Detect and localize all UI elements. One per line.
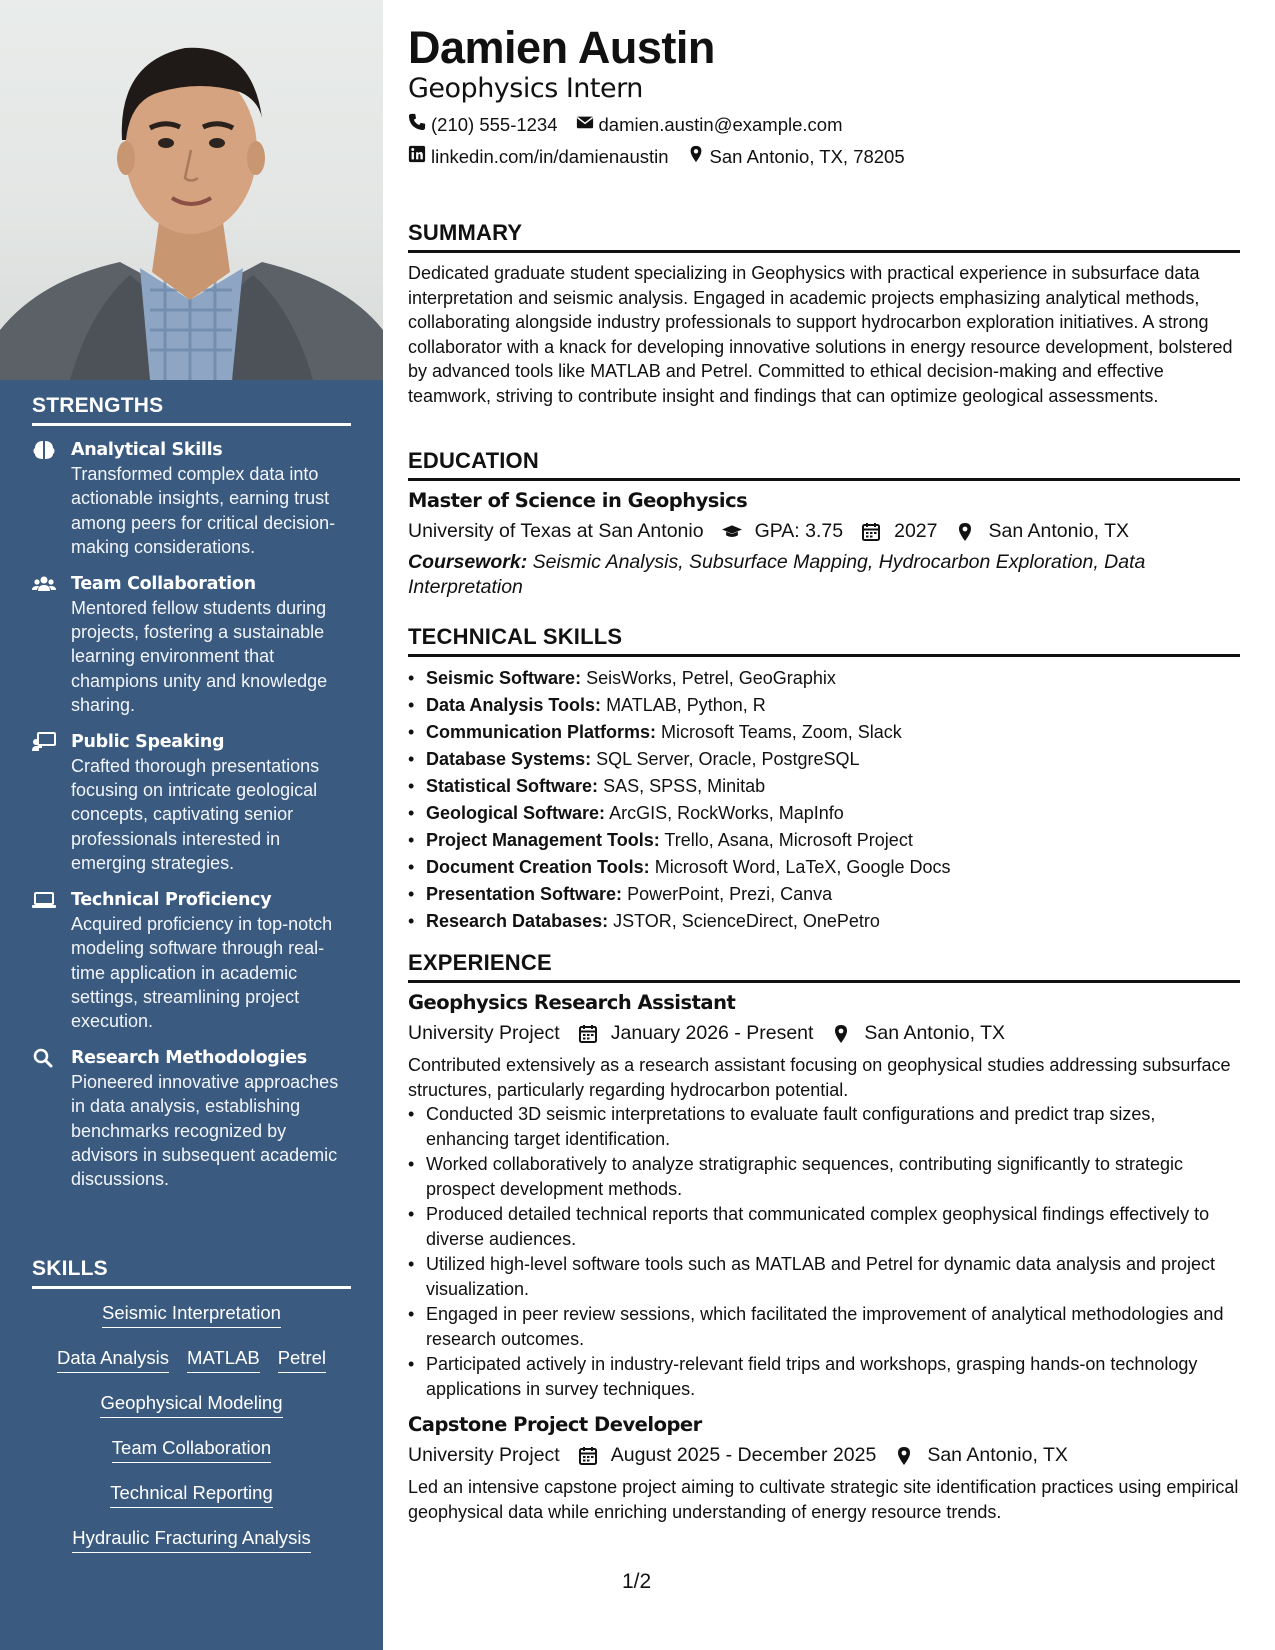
degree-title: Master of Science in Geophysics (408, 489, 748, 512)
map-pin-icon (894, 1446, 914, 1466)
summary-heading: SUMMARY (408, 220, 1240, 253)
list-item (408, 773, 1240, 800)
profile-photo (0, 0, 383, 380)
strength-item (32, 730, 351, 876)
skill-label: Database Systems: (426, 749, 592, 769)
skill-value: MATLAB, Python, R (606, 695, 766, 715)
job-title: Capstone Project Developer (408, 1413, 702, 1436)
strength-description: Mentored fellow students during projects, fostering a sustainable learning environment that champions unity and knowledge sharing. (71, 597, 328, 716)
strength-title: Technical Proficiency (71, 889, 272, 910)
map-pin-icon (955, 522, 975, 542)
job-entry (408, 991, 1240, 1401)
candidate-role: Geophysics Intern (408, 73, 643, 104)
skill-value: SQL Server, Oracle, PostgreSQL (596, 749, 860, 769)
linkedin-icon (408, 145, 426, 168)
job-org: University Project (408, 1444, 560, 1466)
location-text: San Antonio, TX, 78205 (709, 145, 905, 167)
strength-title: Team Collaboration (71, 573, 256, 594)
list-item: • Participated actively in industry-relevant field trips and workshops, grasping hands-on technology applications in survey techniques. (408, 1352, 1240, 1401)
users-icon (32, 574, 56, 594)
portrait-illustration (0, 0, 383, 380)
coursework-list: Seismic Analysis, Subsurface Mapping, Hydrocarbon Exploration, Data Interpretation (408, 551, 1146, 598)
job-location: San Antonio, TX (864, 1022, 1005, 1044)
job-bullets (408, 1102, 1240, 1401)
skill-label: Presentation Software: (426, 884, 623, 904)
sidebar (0, 0, 383, 1650)
strength-item (32, 438, 351, 560)
candidate-name: Damien Austin (408, 22, 715, 73)
job-location: San Antonio, TX (927, 1444, 1068, 1466)
strength-title: Research Methodologies (71, 1047, 307, 1068)
education-location: San Antonio, TX (988, 520, 1130, 542)
education-section (408, 448, 1240, 599)
technical-skills-heading: TECHNICAL SKILLS (408, 624, 1240, 657)
strength-title: Public Speaking (71, 731, 225, 752)
skill-value: PowerPoint, Prezi, Canva (627, 884, 833, 904)
summary-section (408, 220, 1240, 408)
job-meta (408, 1022, 1240, 1045)
graduation-year: 2027 (894, 520, 938, 542)
skill-value: ArcGIS, RockWorks, MapInfo (609, 803, 844, 823)
job-org: University Project (408, 1022, 560, 1044)
skills-heading: SKILLS (32, 1257, 351, 1289)
strength-description: Pioneered innovative approaches in data analysis, establishing benchmarks recognized by advisors in subsequent academic discussions. (71, 1071, 339, 1190)
envelope-icon (576, 113, 594, 136)
skill-tag: Data Analysis (57, 1346, 169, 1373)
gpa-text: GPA: 3.75 (754, 520, 844, 542)
contact-line-2 (408, 145, 917, 168)
strength-item (32, 572, 351, 718)
linkedin-text[interactable]: linkedin.com/in/damienaustin (431, 145, 669, 167)
list-item (408, 665, 1240, 692)
list-item (408, 827, 1240, 854)
email-text[interactable]: damien.austin@example.com (598, 113, 843, 135)
technical-skills-section (408, 624, 1240, 935)
list-item: • Worked collaboratively to analyze stratigraphic sequences, contributing significantly to strategic prospect development methods. (408, 1152, 1240, 1201)
page-number: 1/2 (622, 1570, 652, 1593)
skill-label: Seismic Software: (426, 668, 582, 688)
skills-section (32, 1257, 351, 1571)
strengths-section (32, 394, 351, 1204)
job-entry (408, 1413, 1240, 1524)
skill-value: SAS, SPSS, Minitab (603, 776, 766, 796)
job-description: Contributed extensively as a research assistant focusing on geophysical studies addressing subsurface structures, particularly regarding hydrocarbon potential. (408, 1055, 1231, 1100)
job-title: Geophysics Research Assistant (408, 991, 736, 1014)
list-item (408, 692, 1240, 719)
strength-description: Crafted thorough presentations focusing on intricate geological concepts, captivating senior professionals interested in emerging strategies. (71, 755, 320, 874)
strength-description: Transformed complex data into actionable insights, earning trust among peers for critical decision-making considerations. (71, 464, 336, 558)
skill-label: Statistical Software: (426, 776, 599, 796)
job-dates: August 2025 - December 2025 (610, 1444, 877, 1466)
experience-section (408, 950, 1240, 1524)
skill-label: Project Management Tools: (426, 830, 660, 850)
job-description: Led an intensive capstone project aiming to cultivate strategic site identification practices using empirical geophysical data while enriching understanding of energy resource trends. (408, 1477, 1239, 1522)
list-item (408, 908, 1240, 935)
search-icon (32, 1048, 56, 1068)
strength-description: Acquired proficiency in top-notch modeling software through real-time application in academic settings, streamlining project execution. (71, 913, 333, 1032)
list-item (408, 854, 1240, 881)
skill-value: JSTOR, ScienceDirect, OnePetro (613, 911, 880, 931)
linkedin-item[interactable] (408, 145, 669, 168)
list-item: • Engaged in peer review sessions, which facilitated the improvement of analytical methodologies and research outcomes. (408, 1302, 1240, 1351)
skill-value: Trello, Asana, Microsoft Project (664, 830, 913, 850)
job-meta (408, 1444, 1240, 1467)
skill-label: Geological Software: (426, 803, 606, 823)
technical-skills-list (408, 665, 1240, 935)
skill-label: Research Databases: (426, 911, 609, 931)
strength-item (32, 888, 351, 1034)
skill-value: SeisWorks, Petrel, GeoGraphix (586, 668, 836, 688)
graduation-cap-icon (722, 522, 742, 542)
phone-text: (210) 555-1234 (431, 113, 558, 135)
brain-icon (32, 440, 56, 460)
school-name: University of Texas at San Antonio (408, 520, 704, 542)
map-pin-icon (687, 145, 705, 168)
skill-tag: Geophysical Modeling (100, 1391, 282, 1418)
location-item (687, 145, 905, 168)
phone-item (408, 113, 558, 136)
strength-item (32, 1046, 351, 1192)
coursework-label: Coursework: (408, 551, 528, 573)
phone-icon (408, 113, 426, 136)
contact-line-1 (408, 113, 855, 136)
coursework (408, 550, 1240, 599)
skill-label: Data Analysis Tools: (426, 695, 602, 715)
strength-title: Analytical Skills (71, 440, 223, 460)
education-heading: EDUCATION (408, 448, 1240, 481)
list-item (408, 800, 1240, 827)
experience-heading: EXPERIENCE (408, 950, 1240, 983)
skill-tag: Team Collaboration (112, 1436, 271, 1463)
laptop-icon (32, 890, 56, 910)
list-item (408, 881, 1240, 908)
skill-value: Microsoft Teams, Zoom, Slack (661, 722, 902, 742)
email-item[interactable] (576, 113, 843, 136)
list-item (408, 719, 1240, 746)
skill-tag: Seismic Interpretation (102, 1301, 281, 1328)
skill-value: Microsoft Word, LaTeX, Google Docs (654, 857, 951, 877)
list-item: • Conducted 3D seismic interpretations to evaluate fault configurations and predict trap sizes, enhancing target identification. (408, 1102, 1240, 1151)
education-meta (408, 520, 1240, 543)
map-pin-icon (831, 1024, 851, 1044)
skill-label: Communication Platforms: (426, 722, 657, 742)
skill-tag: Petrel (278, 1346, 326, 1373)
calendar-icon (861, 522, 881, 542)
strengths-heading: STRENGTHS (32, 394, 351, 426)
calendar-icon (578, 1446, 598, 1466)
list-item: • Utilized high-level software tools such as MATLAB and Petrel for dynamic data analysis and project visualization. (408, 1252, 1240, 1301)
skill-tags (32, 1301, 351, 1571)
calendar-icon (578, 1024, 598, 1044)
summary-text: Dedicated graduate student specializing in Geophysics with practical experience in subsurface data interpretation and seismic analysis. Engaged in academic projects emphasizing analytical methods, collaborating alongside industry professionals to support hydrocarbon exploration initiatives. A strong collaborator with a knack for developing innovative solutions in energy resource development, bolstered by advanced tools like MATLAB and Petrel. Committed to ethical decision-making and effective teamwork, striving to contribute insight and findings that can optimize geological assessments. (408, 263, 1233, 406)
skill-tag: Hydraulic Fracturing Analysis (72, 1526, 311, 1553)
list-item (408, 746, 1240, 773)
skill-tag: MATLAB (187, 1346, 260, 1373)
presenter-icon (32, 732, 56, 752)
list-item: • Produced detailed technical reports that communicated complex geophysical findings effectively to diverse audiences. (408, 1202, 1240, 1251)
skill-label: Document Creation Tools: (426, 857, 650, 877)
job-dates: January 2026 - Present (610, 1022, 814, 1044)
skill-tag: Technical Reporting (110, 1481, 272, 1508)
